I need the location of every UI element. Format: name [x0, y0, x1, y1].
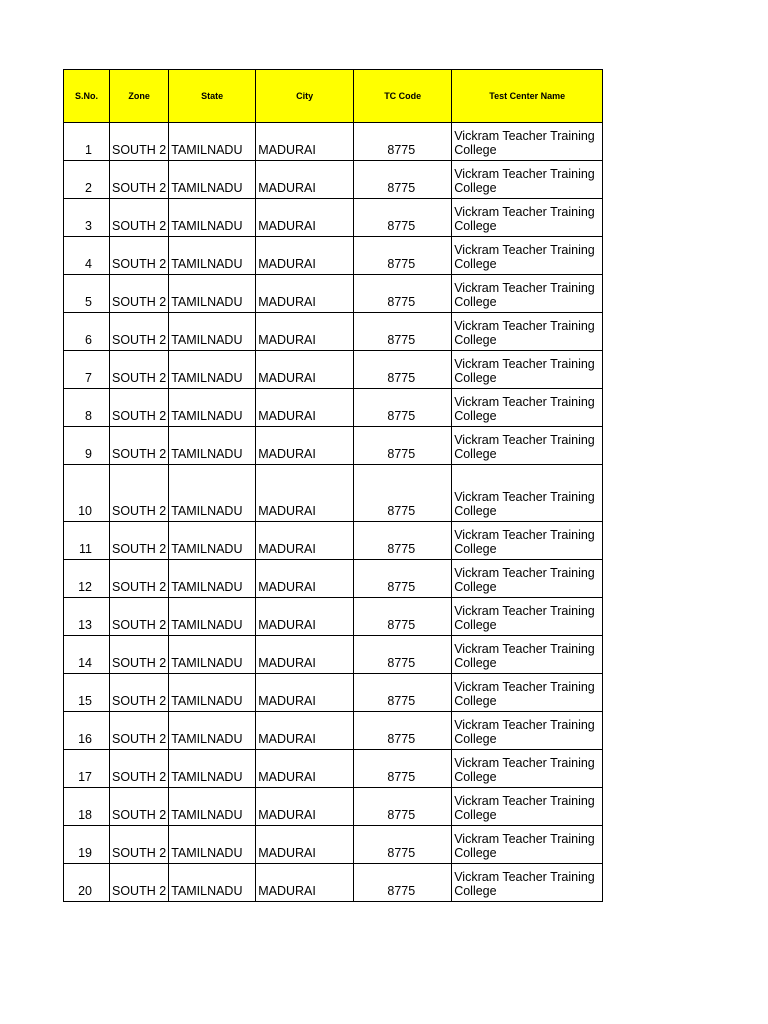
cell-tc-code: 8775 — [354, 199, 452, 237]
cell-sno: 10 — [64, 465, 110, 522]
cell-sno: 19 — [64, 826, 110, 864]
cell-city: MADURAI — [256, 123, 354, 161]
cell-test-center-name: Vickram Teacher Training College — [452, 788, 603, 826]
table-row — [64, 237, 603, 275]
cell-city: MADURAI — [256, 275, 354, 313]
cell-city: MADURAI — [256, 636, 354, 674]
cell-zone: SOUTH 2 — [110, 199, 169, 237]
cell-sno: 6 — [64, 313, 110, 351]
cell-sno: 9 — [64, 427, 110, 465]
cell-zone: SOUTH 2 — [110, 636, 169, 674]
table-row — [64, 560, 603, 598]
table-row — [64, 522, 603, 560]
cell-state: TAMILNADU — [169, 351, 256, 389]
cell-tc-code: 8775 — [354, 636, 452, 674]
cell-state: TAMILNADU — [169, 313, 256, 351]
cell-state: TAMILNADU — [169, 275, 256, 313]
cell-zone: SOUTH 2 — [110, 560, 169, 598]
header-row — [64, 70, 603, 123]
cell-sno: 18 — [64, 788, 110, 826]
table-row — [64, 465, 603, 522]
cell-tc-code: 8775 — [354, 351, 452, 389]
cell-sno: 4 — [64, 237, 110, 275]
cell-tc-code: 8775 — [354, 712, 452, 750]
cell-state: TAMILNADU — [169, 389, 256, 427]
header-tc-code: TC Code — [354, 70, 452, 123]
test-center-table — [63, 69, 603, 902]
cell-state: TAMILNADU — [169, 465, 256, 522]
cell-zone: SOUTH 2 — [110, 674, 169, 712]
cell-city: MADURAI — [256, 864, 354, 902]
cell-sno: 5 — [64, 275, 110, 313]
cell-zone: SOUTH 2 — [110, 712, 169, 750]
table-row — [64, 389, 603, 427]
cell-tc-code: 8775 — [354, 522, 452, 560]
cell-test-center-name: Vickram Teacher Training College — [452, 313, 603, 351]
cell-test-center-name: Vickram Teacher Training College — [452, 636, 603, 674]
cell-sno: 11 — [64, 522, 110, 560]
cell-state: TAMILNADU — [169, 750, 256, 788]
cell-zone: SOUTH 2 — [110, 465, 169, 522]
cell-tc-code: 8775 — [354, 674, 452, 712]
cell-state: TAMILNADU — [169, 864, 256, 902]
cell-zone: SOUTH 2 — [110, 427, 169, 465]
cell-zone: SOUTH 2 — [110, 123, 169, 161]
table-row — [64, 123, 603, 161]
table-row — [64, 351, 603, 389]
cell-tc-code: 8775 — [354, 826, 452, 864]
cell-zone: SOUTH 2 — [110, 351, 169, 389]
table-row — [64, 161, 603, 199]
cell-sno: 1 — [64, 123, 110, 161]
table-row — [64, 864, 603, 902]
header-test-center-name: Test Center Name — [452, 70, 603, 123]
cell-city: MADURAI — [256, 522, 354, 560]
cell-tc-code: 8775 — [354, 313, 452, 351]
cell-test-center-name: Vickram Teacher Training College — [452, 598, 603, 636]
cell-sno: 17 — [64, 750, 110, 788]
cell-city: MADURAI — [256, 237, 354, 275]
cell-tc-code: 8775 — [354, 560, 452, 598]
cell-city: MADURAI — [256, 788, 354, 826]
cell-zone: SOUTH 2 — [110, 598, 169, 636]
cell-city: MADURAI — [256, 712, 354, 750]
table-row — [64, 636, 603, 674]
cell-state: TAMILNADU — [169, 522, 256, 560]
cell-sno: 7 — [64, 351, 110, 389]
cell-city: MADURAI — [256, 560, 354, 598]
cell-state: TAMILNADU — [169, 123, 256, 161]
cell-state: TAMILNADU — [169, 788, 256, 826]
table-row — [64, 199, 603, 237]
cell-tc-code: 8775 — [354, 237, 452, 275]
cell-tc-code: 8775 — [354, 427, 452, 465]
cell-tc-code: 8775 — [354, 465, 452, 522]
cell-zone: SOUTH 2 — [110, 788, 169, 826]
cell-test-center-name: Vickram Teacher Training College — [452, 161, 603, 199]
cell-test-center-name: Vickram Teacher Training College — [452, 465, 603, 522]
cell-tc-code: 8775 — [354, 864, 452, 902]
cell-sno: 14 — [64, 636, 110, 674]
cell-city: MADURAI — [256, 389, 354, 427]
cell-state: TAMILNADU — [169, 560, 256, 598]
cell-test-center-name: Vickram Teacher Training College — [452, 522, 603, 560]
table-row — [64, 826, 603, 864]
table-row — [64, 427, 603, 465]
cell-state: TAMILNADU — [169, 712, 256, 750]
cell-state: TAMILNADU — [169, 598, 256, 636]
cell-zone: SOUTH 2 — [110, 237, 169, 275]
cell-test-center-name: Vickram Teacher Training College — [452, 389, 603, 427]
cell-sno: 13 — [64, 598, 110, 636]
cell-city: MADURAI — [256, 161, 354, 199]
cell-zone: SOUTH 2 — [110, 275, 169, 313]
cell-city: MADURAI — [256, 351, 354, 389]
cell-state: TAMILNADU — [169, 199, 256, 237]
header-city: City — [256, 70, 354, 123]
cell-test-center-name: Vickram Teacher Training College — [452, 674, 603, 712]
cell-tc-code: 8775 — [354, 598, 452, 636]
cell-tc-code: 8775 — [354, 123, 452, 161]
cell-city: MADURAI — [256, 199, 354, 237]
cell-sno: 16 — [64, 712, 110, 750]
header-zone: Zone — [110, 70, 169, 123]
table-row — [64, 598, 603, 636]
cell-test-center-name: Vickram Teacher Training College — [452, 275, 603, 313]
cell-tc-code: 8775 — [354, 161, 452, 199]
cell-test-center-name: Vickram Teacher Training College — [452, 826, 603, 864]
cell-zone: SOUTH 2 — [110, 522, 169, 560]
cell-test-center-name: Vickram Teacher Training College — [452, 351, 603, 389]
cell-test-center-name: Vickram Teacher Training College — [452, 237, 603, 275]
cell-zone: SOUTH 2 — [110, 864, 169, 902]
cell-test-center-name: Vickram Teacher Training College — [452, 199, 603, 237]
table-row — [64, 313, 603, 351]
cell-zone: SOUTH 2 — [110, 313, 169, 351]
table-row — [64, 674, 603, 712]
cell-test-center-name: Vickram Teacher Training College — [452, 712, 603, 750]
table-row — [64, 788, 603, 826]
cell-tc-code: 8775 — [354, 750, 452, 788]
cell-state: TAMILNADU — [169, 826, 256, 864]
cell-city: MADURAI — [256, 598, 354, 636]
cell-test-center-name: Vickram Teacher Training College — [452, 560, 603, 598]
cell-city: MADURAI — [256, 674, 354, 712]
cell-zone: SOUTH 2 — [110, 161, 169, 199]
cell-zone: SOUTH 2 — [110, 389, 169, 427]
cell-test-center-name: Vickram Teacher Training College — [452, 427, 603, 465]
cell-sno: 8 — [64, 389, 110, 427]
cell-state: TAMILNADU — [169, 161, 256, 199]
cell-sno: 20 — [64, 864, 110, 902]
cell-sno: 12 — [64, 560, 110, 598]
cell-city: MADURAI — [256, 427, 354, 465]
cell-zone: SOUTH 2 — [110, 750, 169, 788]
header-sno: S.No. — [64, 70, 110, 123]
table-row — [64, 275, 603, 313]
cell-state: TAMILNADU — [169, 427, 256, 465]
cell-state: TAMILNADU — [169, 237, 256, 275]
table-row — [64, 750, 603, 788]
cell-zone: SOUTH 2 — [110, 826, 169, 864]
cell-state: TAMILNADU — [169, 674, 256, 712]
cell-sno: 2 — [64, 161, 110, 199]
cell-state: TAMILNADU — [169, 636, 256, 674]
table-header — [64, 70, 603, 123]
cell-city: MADURAI — [256, 465, 354, 522]
header-state: State — [169, 70, 256, 123]
cell-tc-code: 8775 — [354, 788, 452, 826]
cell-test-center-name: Vickram Teacher Training College — [452, 750, 603, 788]
table-body — [64, 123, 603, 902]
cell-city: MADURAI — [256, 826, 354, 864]
cell-sno: 3 — [64, 199, 110, 237]
table-row — [64, 712, 603, 750]
cell-city: MADURAI — [256, 313, 354, 351]
cell-city: MADURAI — [256, 750, 354, 788]
cell-sno: 15 — [64, 674, 110, 712]
cell-tc-code: 8775 — [354, 389, 452, 427]
cell-tc-code: 8775 — [354, 275, 452, 313]
cell-test-center-name: Vickram Teacher Training College — [452, 864, 603, 902]
cell-test-center-name: Vickram Teacher Training College — [452, 123, 603, 161]
